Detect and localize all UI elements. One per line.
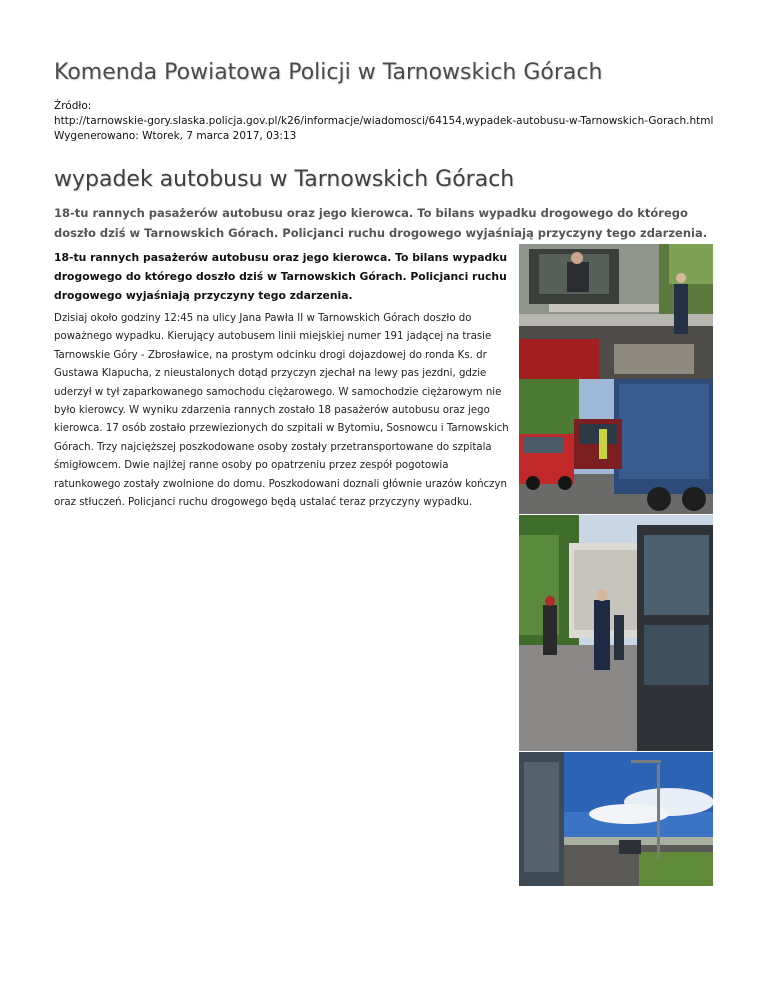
photo-police-at-scene[interactable]: [519, 515, 713, 751]
article-title: wypadek autobusu w Tarnowskich Górach: [54, 167, 515, 192]
photo-street-lamp[interactable]: [519, 752, 713, 886]
photo-bus-interior[interactable]: [519, 244, 713, 379]
photo-fire-truck-lorry[interactable]: [519, 379, 713, 514]
site-title: Komenda Powiatowa Policji w Tarnowskich Górach: [54, 60, 603, 85]
source-label: Źródło:: [54, 100, 92, 112]
source-url[interactable]: http://tarnowskie-gory.slaska.policja.gov.pl/k26/informacje/wiadomosci/64154,wypadek-autobusu-w-Tarnowskich-Gorach.html: [54, 115, 714, 127]
article-body-lead: 18-tu rannych pasażerów autobusu oraz jego kierowca. To bilans wypadku drogowego do którego doszło dziś w Tarnowskich Górach. Policjanci ruchu drogowego wyjaśniają przyczyny tego zdarzenia.: [54, 251, 508, 302]
source-meta: [54, 99, 714, 144]
article-body: Dzisiaj około godziny 12:45 na ulicy Jana Pawła II w Tarnowskich Górach doszło do poważnego wypadku. Kierujący autobusem linii miejskiej numer 191 jadącej na trasie Tarnowskie Góry - Zbrosławice, na prostym odcinku drogi dojazdowej do ronda Ks. dr Gustawa Klapucha, z nieustalonych dotąd przyczyn zjechał na lewy pas jezdni, gdzie uderzył w tył zaparkowanego samochodu ciężarowego. W samochodzie ciężarowym nie było kierowcy. W wyniku zdarzenia rannych zostało 18 pasażerów autobusu oraz jego kierowca. 17 osób zostało przewiezionych do szpitali w Bytomiu, Sosnowcu i Tarnowskich Górach. Trzy najcięższej poszkodowane osoby zostały przetransportowane do szpitala śmigłowcem. Dwie najlżej ranne osoby po opatrzeniu przez zespół pogotowia ratunkowego zostały zwolnione do domu. Poszkodowani doznali głównie urazów kończyn oraz stłuczeń. Policjanci ruchu drogowego będą ustalać teraz przyczyny wypadku.: [54, 313, 509, 509]
article-lead: 18-tu rannych pasażerów autobusu oraz jego kierowca. To bilans wypadku drogowego do którego doszło dziś w Tarnowskich Górach. Policjanci ruchu drogowego wyjaśniają przyczyny tego zdarzenia.: [54, 206, 708, 240]
generated-date: Wygenerowano: Wtorek, 7 marca 2017, 03:13: [54, 130, 297, 142]
